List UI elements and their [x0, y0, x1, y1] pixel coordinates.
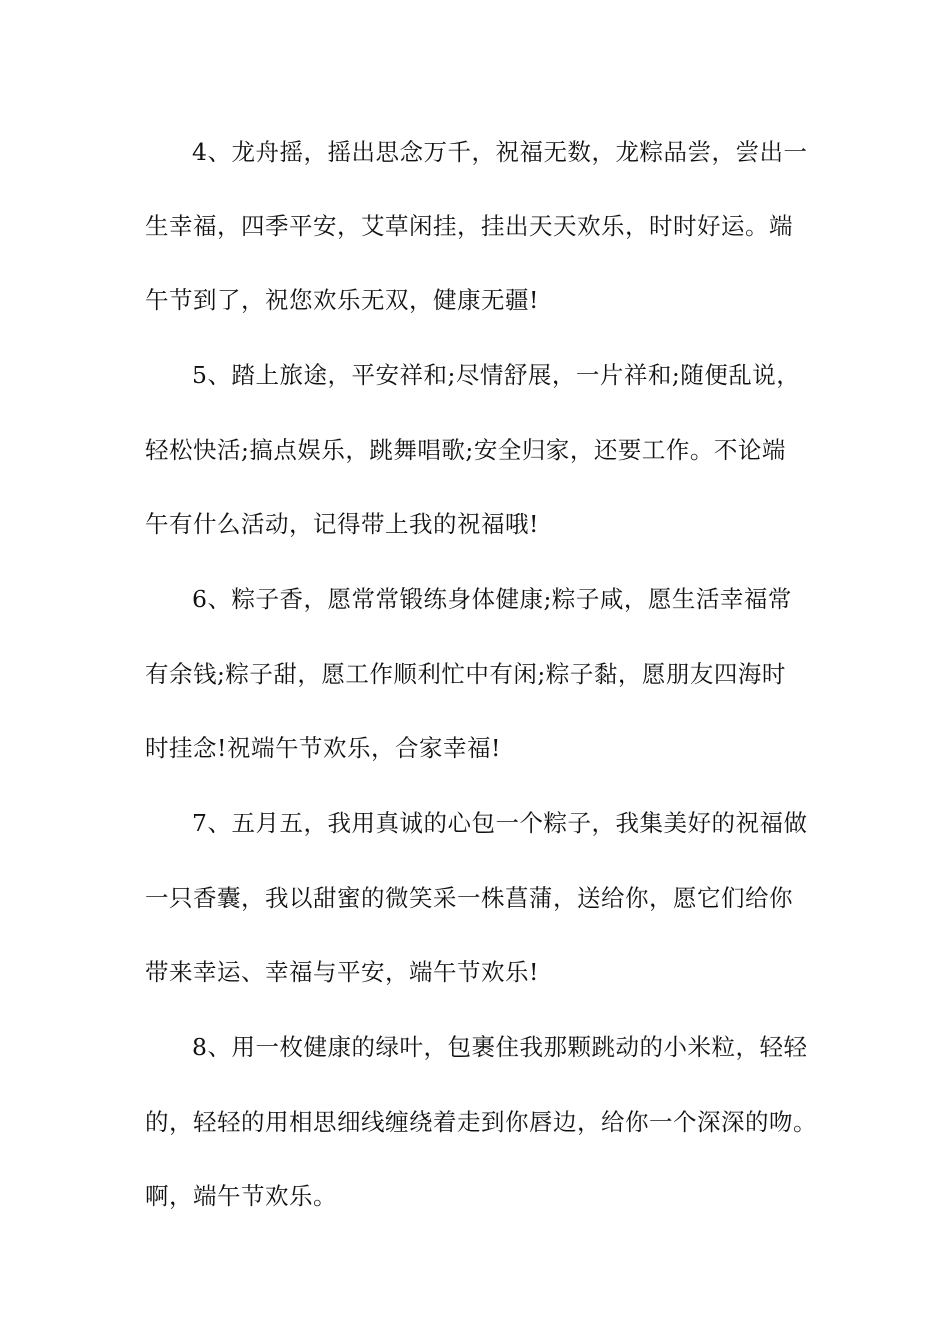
paragraph-8-line-1: 8、用一枚健康的绿叶，包裹住我那颗跳动的小米粒，轻轻 — [192, 1033, 808, 1061]
paragraph-7-line-1: 7、五月五，我用真诚的心包一个粽子，我集美好的祝福做 — [192, 809, 808, 837]
paragraph-6-line-3: 时挂念!祝端午节欢乐，合家幸福! — [145, 734, 501, 762]
paragraph-8-line-3: 啊，端午节欢乐。 — [145, 1182, 337, 1210]
paragraph-7-line-2: 一只香囊，我以甜蜜的微笑采一株菖蒲，送给你，愿它们给你 — [145, 884, 793, 912]
paragraph-5-line-1: 5、踏上旅途，平安祥和;尽情舒展，一片祥和;随便乱说， — [192, 361, 801, 389]
paragraph-5-line-2: 轻松快活;搞点娱乐，跳舞唱歌;安全归家，还要工作。不论端 — [145, 436, 786, 464]
paragraph-4-line-2: 生幸福，四季平安，艾草闲挂，挂出天天欢乐，时时好运。端 — [145, 212, 793, 240]
paragraph-5-line-3: 午有什么活动，记得带上我的祝福哦! — [145, 510, 539, 538]
paragraph-4-line-1: 4、龙舟摇，摇出思念万千，祝福无数，龙粽品尝，尝出一 — [192, 138, 808, 166]
paragraph-6-line-1: 6、粽子香，愿常常锻练身体健康;粽子咸，愿生活幸福常 — [192, 585, 792, 613]
paragraph-7-line-3: 带来幸运、幸福与平安，端午节欢乐! — [145, 958, 539, 986]
paragraph-6-line-2: 有余钱;粽子甜，愿工作顺利忙中有闲;粽子黏，愿朋友四海时 — [145, 660, 786, 688]
paragraph-8-line-2: 的，轻轻的用相思细线缠绕着走到你唇边，给你一个深深的吻。 — [145, 1108, 817, 1136]
paragraph-4-line-3: 午节到了，祝您欢乐无双，健康无疆! — [145, 286, 539, 314]
